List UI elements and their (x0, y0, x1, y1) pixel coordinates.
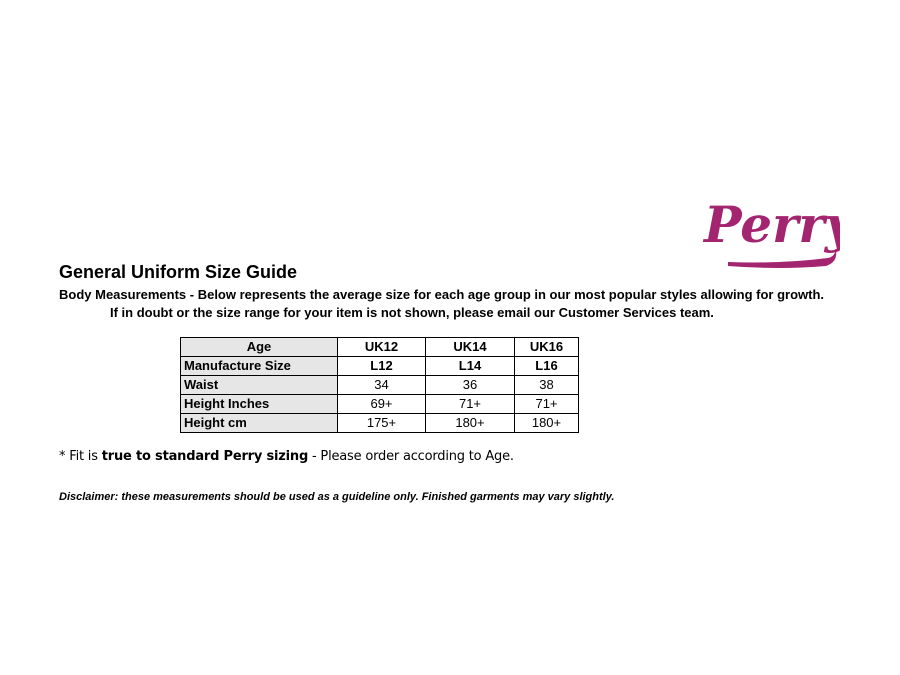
intro-line-1: Body Measurements - Below represents the average size for each age group in our most popular styles allowing for growth. (59, 287, 825, 302)
table-cell: 36 (426, 376, 515, 395)
header-label-cell: Age (181, 338, 338, 357)
header-col-cell: UK12 (338, 338, 426, 357)
table-cell: 69+ (338, 395, 426, 414)
table-cell: L16 (515, 357, 579, 376)
row-label-cell: Manufacture Size (181, 357, 338, 376)
table-cell: 38 (515, 376, 579, 395)
table-cell: 71+ (426, 395, 515, 414)
page-title: General Uniform Size Guide (59, 262, 298, 282)
fit-note-prefix: * Fit is (59, 449, 102, 464)
row-label-cell: Height cm (181, 414, 338, 433)
table-row (181, 395, 579, 414)
table-cell: 180+ (515, 414, 579, 433)
table-cell: 180+ (426, 414, 515, 433)
fit-note-suffix: - Please order according to Age. (308, 449, 514, 464)
header-col-cell: UK14 (426, 338, 515, 357)
perry-logo (700, 180, 840, 272)
table-cell: 71+ (515, 395, 579, 414)
perry-logo-graphic (700, 180, 840, 272)
fit-note (59, 449, 514, 464)
table-cell: L14 (426, 357, 515, 376)
intro-line-2: If in doubt or the size range for your item is not shown, please email our Customer Services team. (110, 305, 714, 320)
fit-note-emphasis: true to standard Perry sizing (101, 449, 309, 464)
row-label-cell: Height Inches (181, 395, 338, 414)
logo-wordmark: Perry (704, 195, 840, 254)
table-cell: 34 (338, 376, 426, 395)
header-col-cell: UK16 (515, 338, 579, 357)
row-label-cell: Waist (181, 376, 338, 395)
table-header-row (181, 338, 579, 357)
disclaimer: Disclaimer: these measurements should be used as a guideline only. Finished garments may vary slightly. (59, 491, 615, 503)
table-cell: 175+ (338, 414, 426, 433)
size-table (180, 337, 579, 433)
table-row (181, 357, 579, 376)
table-row (181, 376, 579, 395)
table-row (181, 414, 579, 433)
table-cell: L12 (338, 357, 426, 376)
